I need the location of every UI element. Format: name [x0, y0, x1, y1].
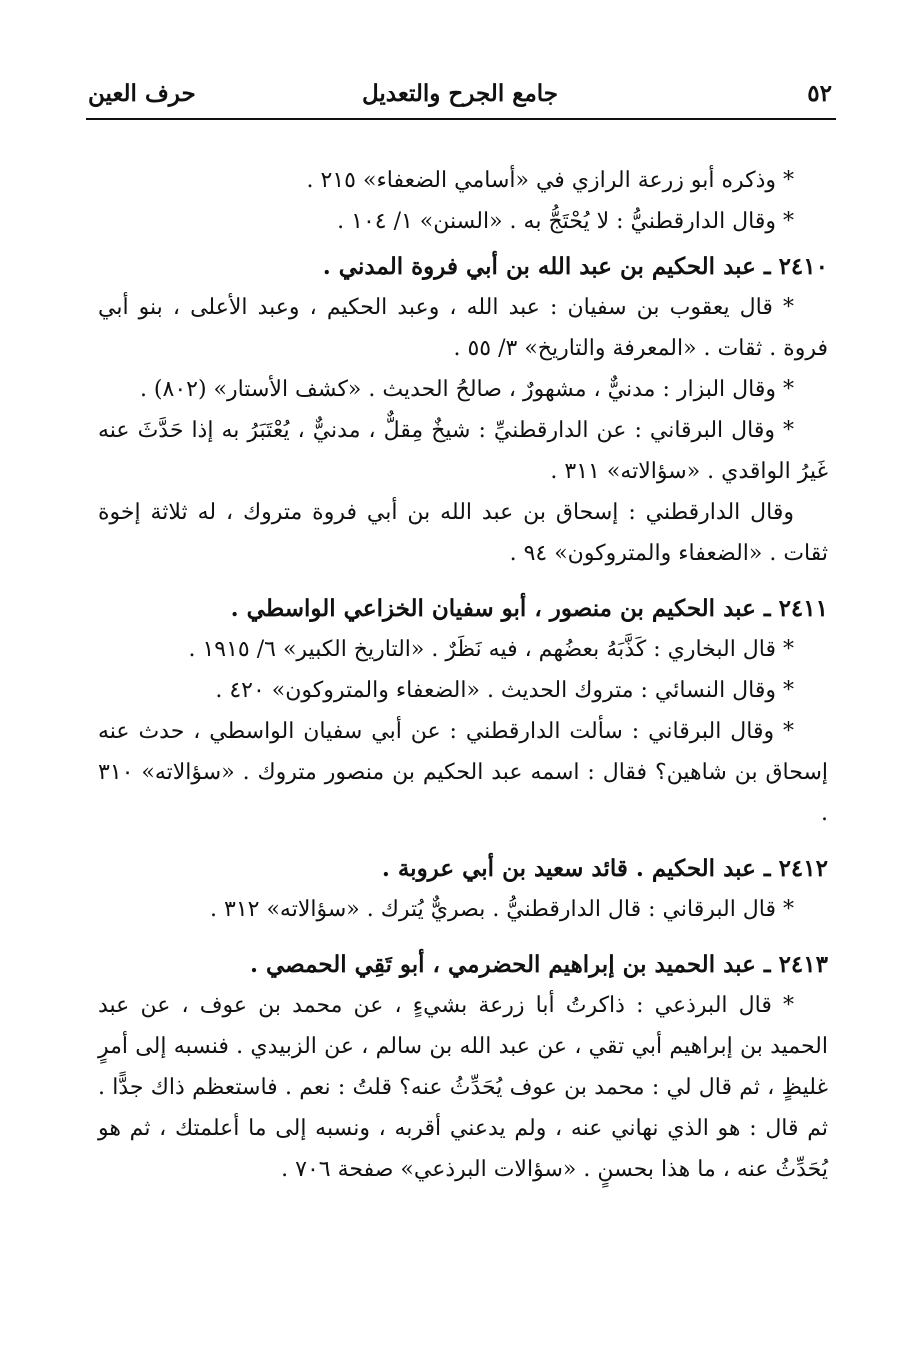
body-text [98, 160, 828, 1190]
entry-title: ٢٤١١ ـ عبد الحكيم بن منصور ، أبو سفيان الخزاعي الواسطي . [230, 595, 828, 622]
paragraph: * وقال النسائي : متروك الحديث . «الضعفاء والمتروكون» ٤٢٠ . [215, 678, 794, 703]
page-number: ٥٢ [807, 80, 832, 107]
paragraph: * قال البخاري : كَذَّبَهُ بعضُهم ، فيه نَظَرٌ . «التاريخ الكبير» ٦/ ١٩١٥ . [188, 637, 794, 662]
entry-title: ٢٤١٣ ـ عبد الحميد بن إبراهيم الحضرمي ، أبو تَقِي الحمصي . [249, 951, 828, 978]
paragraph: وقال الدارقطني : إسحاق بن عبد الله بن أبي فروة متروك ، له ثلاثة إخوة ثقات . «الضعفاء والمتروكون» ٩٤ . [98, 500, 828, 566]
paragraph: * قال البرقاني : قال الدارقطنيُّ . بصريٌّ يُترك . «سؤالاته» ٣١٢ . [210, 897, 794, 922]
paragraph: * وقال البرقاني : عن الدارقطنيِّ : شيخٌ مِقلٌّ ، مدنيٌّ ، يُعْتَبَرُ به إذا حَدَّثَ عنه غَيرُ الواقدي . «سؤالاته» ٣١١ . [98, 418, 828, 484]
paragraph: * وقال الدارقطنيُّ : لا يُحْتَجُّ به . «السنن» ١/ ١٠٤ . [337, 209, 794, 234]
entry-title: ٢٤١٢ ـ عبد الحكيم . قائد سعيد بن أبي عروبة . [381, 855, 828, 882]
entry-title: ٢٤١٠ ـ عبد الحكيم بن عبد الله بن أبي فروة المدني . [322, 253, 828, 280]
chapter-title: حرف العين [88, 80, 196, 107]
paragraph: * قال يعقوب بن سفيان : عبد الله ، وعبد الحكيم ، وعبد الأعلى ، بنو أبي فروة . ثقات . «المعرفة والتاريخ» ٣/ ٥٥ . [98, 295, 828, 361]
header-rule [86, 118, 836, 120]
paragraph: * وقال البرقاني : سألت الدارقطني : عن أبي سفيان الواسطي ، حدث عنه إسحاق بن شاهين؟ فقال : اسمه عبد الحكيم بن منصور متروك . «سؤالاته» ٣١٠ . [98, 719, 828, 826]
book-title: جامع الجرح والتعديل [361, 80, 559, 107]
running-head [88, 78, 832, 114]
paragraph: * قال البرذعي : ذاكرتُ أبا زرعة بشيءٍ ، عن محمد بن عوف ، عن عبد الحميد بن إبراهيم أبي تقي ، عن عبد الله بن سالم ، عن الزبيدي . فنسبه إلى أمرٍ غليظٍ ، ثم قال لي : محمد بن عوف يُحَدِّثُ عنه؟ قلتُ : نعم . فاستعظم ذاك جدًّا . ثم قال : هو الذي نهاني عنه ، ولم يدعني أقربه ، ونسبه إلى ما أعلمتك ، ثم هو يُحَدِّثُ عنه ، ما هذا بحسنٍ . «سؤالات البرذعي» صفحة ٧٠٦ . [98, 993, 828, 1182]
paragraph: * وقال البزار : مدنيٌّ ، مشهورٌ ، صالحُ الحديث . «كشف الأستار» (٨٠٢) . [139, 377, 794, 402]
paragraph: * وذكره أبو زرعة الرازي في «أسامي الضعفاء» ٢١٥ . [306, 168, 794, 193]
